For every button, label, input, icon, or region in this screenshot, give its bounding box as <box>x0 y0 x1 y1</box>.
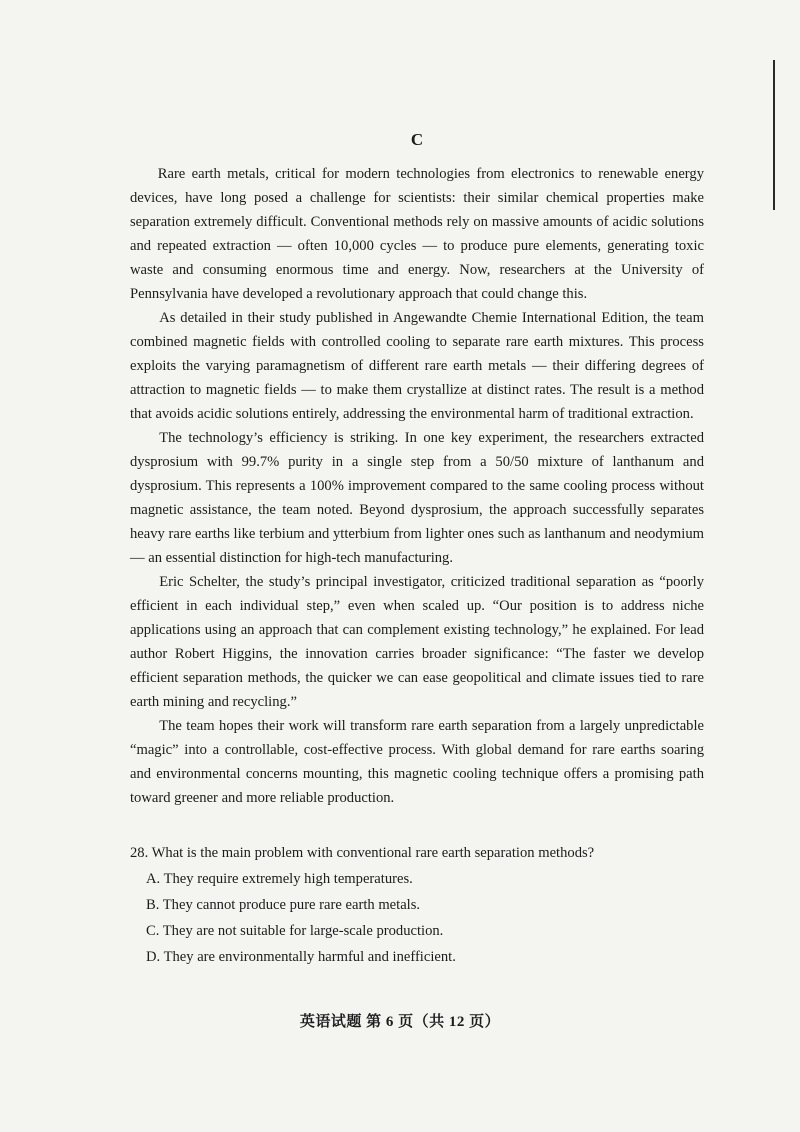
passage-paragraph-5: The team hopes their work will transform rare earth separation from a largely unpredictable “magic” into a controllable, cost-effective process. With global demand for rare earths soaring and environmental concerns mounting, this magnetic cooling technique offers a promising path toward greener and more reliable production. <box>130 718 704 806</box>
passage-paragraph-2: As detailed in their study published in Angewandte Chemie International Edition, the team combined magnetic fields with controlled cooling to separate rare earth mixtures. This process exploits the varying paramagnetism of different rare earth metals — their differing degrees of attraction to magnetic fields — to make them crystallize at distinct rates. The result is a method that avoids acidic solutions entirely, addressing the environmental harm of traditional extraction. <box>130 310 704 422</box>
option-c: C. They are not suitable for large-scale production. <box>146 923 444 939</box>
option-b: B. They cannot produce pure rare earth metals. <box>146 897 421 913</box>
question-stem: 28. What is the main problem with conventional rare earth separation methods? <box>130 845 595 861</box>
question-28 <box>130 840 704 970</box>
option-d: D. They are environmentally harmful and inefficient. <box>146 949 456 965</box>
reading-passage <box>130 162 704 810</box>
section-title: C <box>410 130 424 149</box>
answer-options <box>130 866 704 970</box>
passage-paragraph-1: Rare earth metals, critical for modern technologies from electronics to renewable energy devices, have long posed a challenge for scientists: their similar chemical properties make separation extremely difficult. Conventional methods rely on massive amounts of acidic solutions and repeated extraction — often 10,000 cycles — to produce pure elements, generating toxic waste and consuming enormous time and energy. Now, researchers at the University of Pennsylvania have developed a revolutionary approach that could change this. <box>130 166 704 302</box>
option-a: A. They require extremely high temperatures. <box>146 871 413 887</box>
passage-paragraph-3: The technology’s efficiency is striking. In one key experiment, the researchers extracted dysprosium with 99.7% purity in a single step from a 50/50 mixture of lanthanum and dysprosium. This represents a 100% improvement compared to the same cooling process without magnetic assistance, the team noted. Beyond dysprosium, the approach successfully separates heavy rare earths like terbium and ytterbium from lighter ones such as lanthanum and neodymium — an essential distinction for high-tech manufacturing. <box>130 430 704 566</box>
passage-paragraph-4: Eric Schelter, the study’s principal investigator, criticized traditional separation as “poorly efficient in each individual step,” even when scaled up. “Our position is to address niche applications using an approach that can complement existing technology,” he explained. For lead author Robert Higgins, the innovation carries broader significance: “The faster we develop efficient separation methods, the quicker we can ease geopolitical and climate issues tied to rare earth mining and recycling.” <box>130 574 704 710</box>
scan-edge-line <box>773 60 775 210</box>
page-footer: 英语试题 第 6 页（共 12 页） <box>299 1014 501 1030</box>
exam-page <box>130 120 704 970</box>
